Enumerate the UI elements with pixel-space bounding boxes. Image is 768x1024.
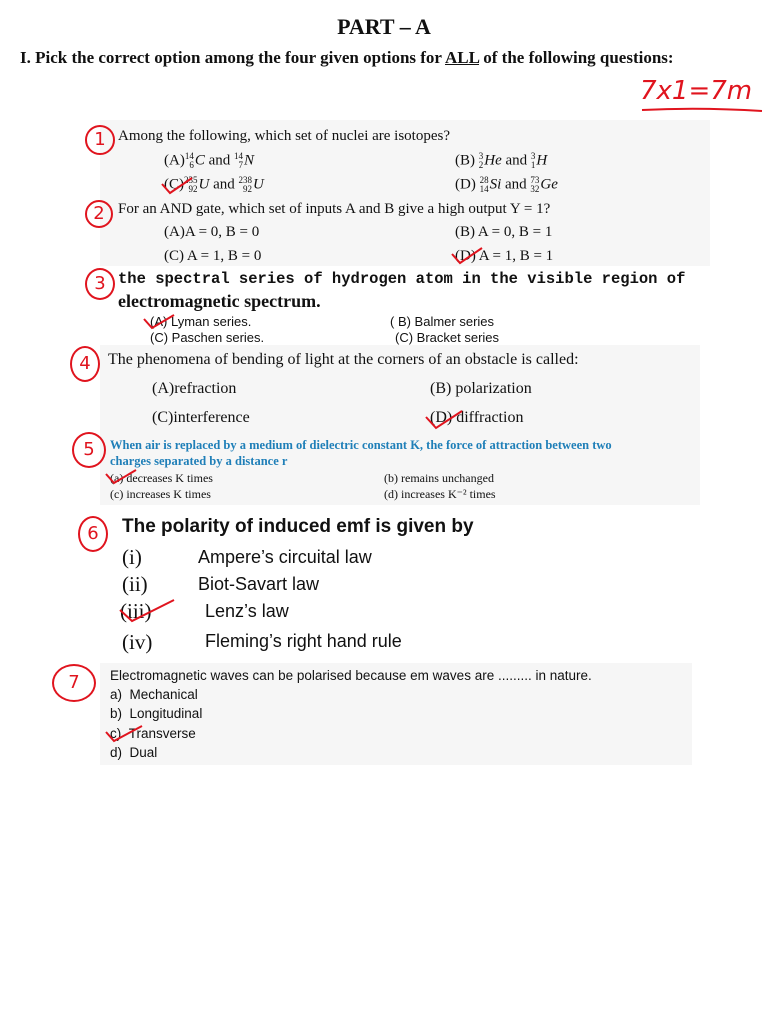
question-6-text: The polarity of induced emf is given by <box>122 516 474 537</box>
question-6-number-circle: 6 <box>78 516 108 552</box>
question-1-number-circle: 1 <box>85 125 115 155</box>
q7-option-d: d) Dual <box>110 745 158 760</box>
marks-note <box>640 76 752 106</box>
question-2-text: For an AND gate, which set of inputs A and B give a high output Y = 1? <box>118 201 551 217</box>
q1-option-b: (B) 3 2 He and 3 1 H <box>455 151 548 170</box>
question-7-text: Electromagnetic waves can be polarised because em waves are ......... in nature. <box>110 668 592 683</box>
q1-option-c: (C) 235 92 U and 238 92 U <box>164 175 264 194</box>
instruction-all: ALL <box>444 48 480 67</box>
q7-option-b: b) Longitudinal <box>110 706 203 721</box>
question-5-text-line1: When air is replaced by a medium of dielectric constant K, the force of attraction between two <box>110 438 612 452</box>
q3-tick-mark-icon <box>142 313 176 331</box>
q5-option-b: (b) remains unchanged <box>384 471 494 485</box>
q2-option-b: (B) A = 0, B = 1 <box>455 224 553 240</box>
q6-option-ii: Biot-Savart law <box>198 574 320 594</box>
q6-option-iii: Lenz’s law <box>205 601 289 621</box>
part-title <box>0 14 768 40</box>
q6-label-i: (i) <box>122 545 142 569</box>
instruction-prefix: I. Pick the correct option among the four given options for <box>20 48 445 67</box>
q4-option-b: (B) polarization <box>430 380 532 397</box>
q6-label-iv: (iv) <box>122 630 153 654</box>
q3-option-b: ( B) Balmer series <box>390 314 495 329</box>
instruction <box>20 48 760 68</box>
question-3-number-circle: 3 <box>85 268 115 300</box>
q5-option-c: (c) increases K times <box>110 487 211 501</box>
q5-tick-mark-icon <box>104 468 138 486</box>
q7-tick-mark-icon <box>104 724 144 744</box>
question-2-number-circle: 2 <box>85 200 113 228</box>
q7-option-c: c) Transverse <box>110 726 196 741</box>
q5-option-a: (a) decreases K times <box>110 471 213 485</box>
q6-label-iii: (iii) <box>120 599 152 623</box>
q1-option-d: (D) 28 14 Si and 73 32 Ge <box>455 175 558 194</box>
question-5-text-line2: charges separated by a distance r <box>110 454 288 468</box>
q2-option-a: (A)A = 0, B = 0 <box>164 224 260 240</box>
question-5-number-circle: 5 <box>72 432 106 468</box>
q2-tick-mark-icon <box>450 246 484 266</box>
question-7-number-circle: 7 <box>52 664 96 702</box>
question-4-number-circle: 4 <box>70 346 100 382</box>
question-3-text-line1: the spectral series of hydrogen atom in the visible region of <box>118 270 686 288</box>
q6-label-ii: (ii) <box>122 572 148 596</box>
q1-option-a: (A) 14 6 C and 14 7 N <box>164 151 255 170</box>
instruction-suffix: of the following questions: <box>479 48 674 67</box>
question-3-text-line2: electromagnetic spectrum. <box>118 291 321 311</box>
q2-option-d: (D) A = 1, B = 1 <box>455 248 554 264</box>
q6-option-i: Ampere’s circuital law <box>198 547 372 567</box>
q2-option-c: (C) A = 1, B = 0 <box>164 248 262 264</box>
marks-note-text: 7x1=7m <box>640 76 753 106</box>
marks-underline <box>640 106 765 114</box>
question-1-text: Among the following, which set of nuclei are isotopes? <box>118 128 451 144</box>
q4-option-a: (A)refraction <box>152 380 237 397</box>
q6-tick-mark-icon <box>118 598 178 624</box>
q3-option-a: (A) Lyman series. <box>150 314 252 329</box>
q4-option-d: (D) diffraction <box>430 409 524 426</box>
q5-option-d: (d) increases K⁻² times <box>384 487 496 501</box>
q1-tick-mark-icon <box>160 176 194 196</box>
q4-tick-mark-icon <box>424 409 464 431</box>
q4-option-c: (C)interference <box>152 409 250 426</box>
question-4-text: The phenomena of bending of light at the corners of an obstacle is called: <box>108 351 579 368</box>
q3-option-d: (C) Bracket series <box>395 330 500 345</box>
q3-option-c: (C) Paschen series. <box>150 330 265 345</box>
q6-option-iv: Fleming’s right hand rule <box>205 631 402 651</box>
q7-option-a: a) Mechanical <box>110 687 198 702</box>
part-title-text: PART – A <box>337 14 431 39</box>
